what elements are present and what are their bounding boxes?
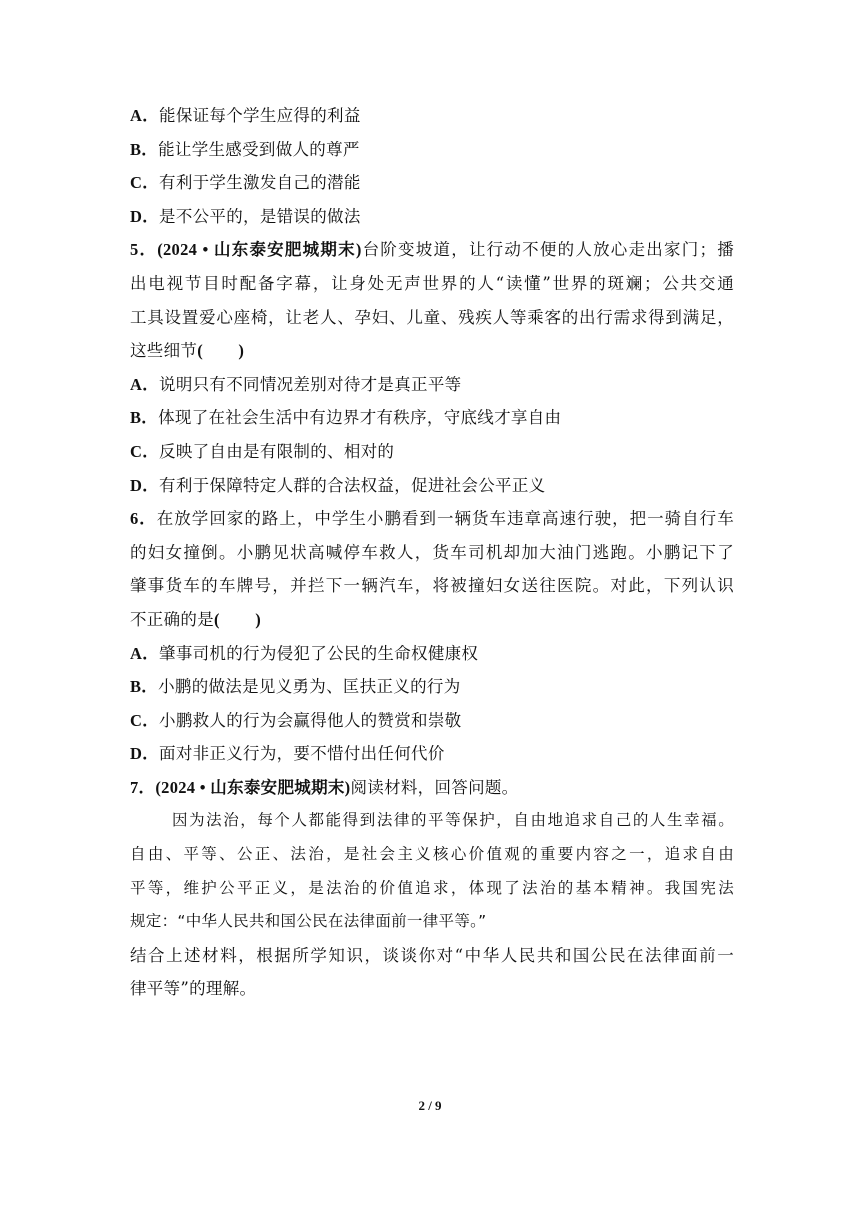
- option-letter: C．: [130, 441, 160, 461]
- q7-material-line-1: 因为法治，每个人都能得到法律的平等保护，自由地追求自己的人生幸福。: [172, 811, 734, 830]
- question-content: [130, 99, 734, 1006]
- q6-option-b: [130, 670, 734, 704]
- option-text: 反映了自由是有限制的、相对的: [159, 441, 395, 461]
- q7-source: 7．(2024 • 山东泰安肥城期末): [130, 777, 351, 797]
- option-text: 小鹏救人的行为会赢得他人的赞赏和崇敬: [159, 710, 462, 730]
- q6-stem-line-4: [130, 603, 734, 637]
- page-number: 2 / 9: [418, 1098, 442, 1113]
- q5-stem-line-2: 出电视节目时配备字幕，让身处无声世界的人“读懂”世界的斑斓；公共交通: [130, 273, 734, 293]
- option-text: 肇事司机的行为侵犯了公民的生命权健康权: [159, 643, 479, 663]
- q5-text: 台阶变坡道，让行动不便的人放心走出家门；播: [361, 240, 734, 260]
- option-text: 体现了在社会生活中有边界才有秩序，守底线才享自由: [158, 408, 562, 428]
- option-text: 有利于学生激发自己的潜能: [159, 173, 361, 193]
- option-letter: D．: [130, 206, 160, 226]
- q6-option-c: [130, 704, 734, 738]
- option-letter: C．: [130, 710, 160, 730]
- q6-stem-line-1: [130, 502, 734, 536]
- q4-option-a: [130, 99, 734, 133]
- q5-stem-line-1: [130, 233, 734, 267]
- option-letter: B．: [130, 139, 159, 159]
- q7-text: 阅读材料，回答问题。: [350, 777, 519, 797]
- option-text: 能保证每个学生应得的利益: [159, 106, 361, 125]
- q5-option-d: [130, 469, 734, 503]
- q7-material-line-2: 自由、平等、公正、法治，是社会主义核心价值观的重要内容之一，追求自由: [130, 845, 734, 864]
- q7-question-line-2: 律平等”的理解。: [130, 979, 257, 999]
- q4-option-d: [130, 200, 734, 234]
- option-text: 小鹏的做法是见义勇为、匡扶正义的行为: [158, 677, 461, 697]
- q5-source: 5．(2024 • 山东泰安肥城期末): [130, 240, 362, 260]
- q6-option-d: [130, 737, 734, 771]
- q5-stem-line-3: 工具设置爱心座椅，让老人、孕妇、儿童、残疾人等乘客的出行需求得到满足，: [130, 307, 734, 327]
- q6-text: 不正确的是: [130, 609, 214, 629]
- option-text: 能让学生感受到做人的尊严: [158, 139, 360, 159]
- option-letter: A．: [130, 643, 160, 663]
- q4-option-b: [130, 133, 734, 167]
- option-text: 有利于保障特定人群的合法权益，促进社会公平正义: [159, 475, 546, 495]
- option-letter: C．: [130, 173, 160, 193]
- option-text: 说明只有不同情况差别对待才是真正平等: [159, 374, 462, 394]
- option-letter: A．: [130, 374, 160, 394]
- answer-bracket: ( ): [214, 609, 261, 629]
- q5-option-c: [130, 435, 734, 469]
- q5-stem-line-4: [130, 334, 734, 368]
- q5-text: 这些细节: [130, 341, 198, 361]
- q6-stem-line-2: 的妇女撞倒。小鹏见状高喊停车救人，货车司机却加大油门逃跑。小鹏记下了: [130, 542, 734, 562]
- q7-material-line-3: 平等，维护公平正义，是法治的价值追求，体现了法治的基本精神。我国宪法: [130, 878, 734, 897]
- option-letter: D．: [130, 475, 160, 495]
- option-letter: B．: [130, 408, 159, 428]
- option-letter: B．: [130, 677, 159, 697]
- q6-stem-line-3: 肇事货车的车牌号，并拦下一辆汽车，将被撞妇女送往医院。对此，下列认识: [130, 576, 734, 596]
- answer-bracket: ( ): [197, 341, 245, 361]
- q4-option-c: [130, 166, 734, 200]
- q7-question-line-1: 结合上述材料，根据所学知识，谈谈你对“中华人民共和国公民在法律面前一: [130, 945, 734, 965]
- q7-stem: [130, 771, 734, 805]
- option-text: 面对非正义行为，要不惜付出任何代价: [159, 744, 445, 764]
- q7-material-line-4: 规定：“中华人民共和国公民在法律面前一律平等。”: [130, 912, 487, 931]
- q6-option-a: [130, 637, 734, 671]
- q6-number: 6．: [130, 509, 157, 529]
- q5-option-b: [130, 401, 734, 435]
- option-text: 是不公平的，是错误的做法: [159, 206, 361, 226]
- q5-option-a: [130, 368, 734, 402]
- option-letter: A．: [130, 106, 160, 125]
- q6-text: 在放学回家的路上，中学生小鹏看到一辆货车违章高速行驶，把一骑自行车: [156, 509, 734, 529]
- option-letter: D．: [130, 744, 160, 764]
